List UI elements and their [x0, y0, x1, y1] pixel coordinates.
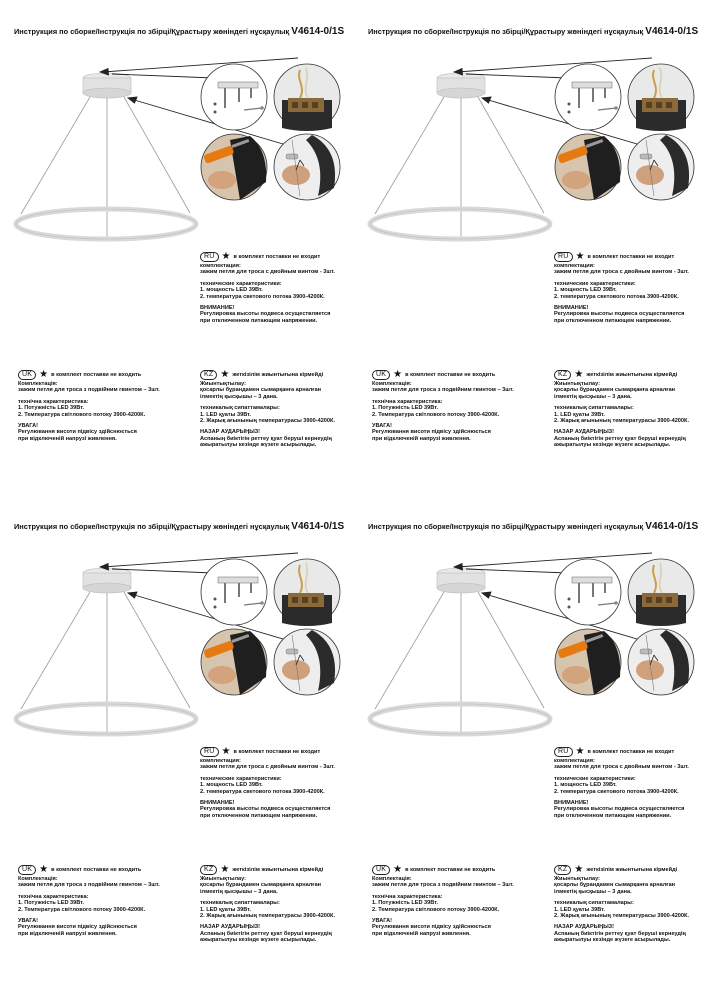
ring-lamp-illustration: [16, 704, 196, 734]
kz-section: KZ ★ жеткізілім жиынтығына кірмейді Жиынтықтылау: қосарлы бұрандамен сымарқанға арналған ілмектің қысқышы – 3 дана. техникалық сипаттамалары: 1. LED қуаты 39Вт. 2. Жарық ағынының температурасы 3900-4200К. НАЗАР АУДАРЫҢЫЗ! Аспаның биіктігін реттеу қуат беруші кернеудің ажыратылуы кезінде жүзеге асырылады.: [554, 864, 690, 944]
lamp-assembly-illustration: [354, 0, 707, 260]
ring-lamp-illustration: [16, 209, 196, 239]
star-icon: ★: [574, 864, 584, 875]
wiring-photo: [274, 559, 340, 626]
instruction-panel-top-left: [0, 0, 353, 500]
ru-section: RU ★ в комплект поставки не входит комплектация: зажим петля для троса с двойным винтом - 3шт. технические характеристики: 1. мощность LED 39Вт. 2. температура светового потока 3900-4200К. ВНИМАНИЕ! Регулировка высоты подвеса осуществляется при отключенном питающем напряжении.: [554, 746, 689, 819]
ru-language-badge: RU: [200, 747, 219, 757]
model-number: V4614-0/1S: [291, 26, 345, 37]
mounting-parts-icon: [555, 559, 621, 625]
cable-clamp-photo: [628, 134, 694, 200]
instruction-title: Инструкция по сборке/Інструкція по збірці/Құрастыру жөніндегі нұсқаулық V4614-0/1S: [368, 521, 699, 532]
star-icon: ★: [39, 864, 49, 875]
instruction-panel-bottom-left: [0, 495, 353, 995]
kz-section: KZ ★ жеткізілім жиынтығына кірмейді Жиынтықтылау: қосарлы бұрандамен сымарқанға арналған ілмектің қысқышы – 3 дана. техникалық сипаттамалары: 1. LED қуаты 39Вт. 2. Жарық ағынының температурасы 3900-4200К. НАЗАР АУДАРЫҢЫЗ! Аспаның биіктігін реттеу қуат беруші кернеудің ажыратылуы кезінде жүзеге асырылады.: [200, 369, 336, 449]
star-icon: ★: [575, 251, 585, 262]
ceiling-canopy-illustration: [437, 73, 485, 98]
instruction-title: Инструкция по сборке/Інструкція по збірці/Құрастыру жөніндегі нұсқаулық V4614-0/1S: [14, 521, 345, 532]
ru-section: RU ★ в комплект поставки не входит комплектация: зажим петля для троса с двойным винтом - 3шт. технические характеристики: 1. мощность LED 39Вт. 2. температура светового потока 3900-4200К. ВНИМАНИЕ! Регулировка высоты подвеса осуществляется при отключенном питающем напряжении.: [554, 251, 689, 324]
kz-section: KZ ★ жеткізілім жиынтығына кірмейді Жиынтықтылау: қосарлы бұрандамен сымарқанға арналған ілмектің қысқышы – 3 дана. техникалық сипаттамалары: 1. LED қуаты 39Вт. 2. Жарық ағынының температурасы 3900-4200К. НАЗАР АУДАРЫҢЫЗ! Аспаның биіктігін реттеу қуат беруші кернеудің ажыратылуы кезінде жүзеге асырылады.: [554, 369, 690, 449]
uk-language-badge: UK: [372, 370, 390, 380]
instruction-panel-top-right: [354, 0, 707, 500]
star-icon: ★: [39, 369, 49, 380]
ru-language-badge: RU: [554, 747, 573, 757]
ru-language-badge: RU: [200, 252, 219, 262]
mounting-parts-icon: [201, 64, 267, 130]
instruction-panel-bottom-right: [354, 495, 707, 995]
uk-section: UK ★ в комплект поставки не входить Комплектація: зажим петля для троса з подвійним гвинтом – 3шт. технічна характеристика: 1. Потужність LED 39Вт. 2. Температура світлового потоку 3900-4200К. УВАГА! Регулювання висоти підвісу здійснюється при відключеній напрузі живлення.: [372, 864, 514, 937]
model-number: V4614-0/1S: [645, 521, 699, 532]
uk-section: UK ★ в комплект поставки не входить Комплектація: зажим петля для троса з подвійним гвинтом – 3шт. технічна характеристика: 1. Потужність LED 39Вт. 2. Температура світлового потоку 3900-4200К. УВАГА! Регулювання висоти підвісу здійснюється при відключеній напрузі живлення.: [372, 369, 514, 442]
ru-language-badge: RU: [554, 252, 573, 262]
star-icon: ★: [220, 369, 230, 380]
ceiling-canopy-illustration: [83, 568, 131, 593]
wiring-photo: [274, 64, 340, 131]
mounting-parts-icon: [555, 64, 621, 130]
cable-clamp-photo: [628, 629, 694, 695]
kz-language-badge: KZ: [200, 865, 217, 875]
ru-section: RU ★ в комплект поставки не входит комплектация: зажим петля для троса с двойным винтом - 3шт. технические характеристики: 1. мощность LED 39Вт. 2. температура светового потока 3900-4200К. ВНИМАНИЕ! Регулировка высоты подвеса осуществляется при отключенном питающем напряжении.: [200, 746, 335, 819]
kz-language-badge: KZ: [200, 370, 217, 380]
uk-language-badge: UK: [18, 865, 36, 875]
ru-section: RU ★ в комплект поставки не входит комплектация: зажим петля для троса с двойным винтом - 3шт. технические характеристики: 1. мощность LED 39Вт. 2. температура светового потока 3900-4200К. ВНИМАНИЕ! Регулировка высоты подвеса осуществляется при отключенном питающем напряжении.: [200, 251, 335, 324]
screwdriver-photo: [201, 629, 267, 695]
star-icon: ★: [220, 864, 230, 875]
lamp-assembly-illustration: [0, 495, 353, 755]
ceiling-canopy-illustration: [437, 568, 485, 593]
cable-clamp-photo: [274, 629, 340, 695]
lamp-assembly-illustration: [354, 495, 707, 755]
lamp-assembly-illustration: [0, 0, 353, 260]
uk-language-badge: UK: [18, 370, 36, 380]
kz-section: KZ ★ жеткізілім жиынтығына кірмейді Жиынтықтылау: қосарлы бұрандамен сымарқанға арналған ілмектің қысқышы – 3 дана. техникалық сипаттамалары: 1. LED қуаты 39Вт. 2. Жарық ағынының температурасы 3900-4200К. НАЗАР АУДАРЫҢЫЗ! Аспаның биіктігін реттеу қуат беруші кернеудің ажыратылуы кезінде жүзеге асырылады.: [200, 864, 336, 944]
model-number: V4614-0/1S: [645, 26, 699, 37]
ring-lamp-illustration: [370, 209, 550, 239]
star-icon: ★: [574, 369, 584, 380]
star-icon: ★: [393, 369, 403, 380]
kz-language-badge: KZ: [554, 370, 571, 380]
uk-section: UK ★ в комплект поставки не входить Комплектація: зажим петля для троса з подвійним гвинтом – 3шт. технічна характеристика: 1. Потужність LED 39Вт. 2. Температура світлового потоку 3900-4200К. УВАГА! Регулювання висоти підвісу здійснюється при відключеній напрузі живлення.: [18, 369, 160, 442]
screwdriver-photo: [555, 629, 621, 695]
wiring-photo: [628, 64, 694, 131]
screwdriver-photo: [555, 134, 621, 200]
instruction-title: Инструкция по сборке/Інструкція по збірці/Құрастыру жөніндегі нұсқаулық V4614-0/1S: [14, 26, 345, 37]
cable-clamp-photo: [274, 134, 340, 200]
star-icon: ★: [221, 251, 231, 262]
star-icon: ★: [393, 864, 403, 875]
star-icon: ★: [221, 746, 231, 757]
ceiling-canopy-illustration: [83, 73, 131, 98]
wiring-photo: [628, 559, 694, 626]
mounting-parts-icon: [201, 559, 267, 625]
uk-language-badge: UK: [372, 865, 390, 875]
star-icon: ★: [575, 746, 585, 757]
model-number: V4614-0/1S: [291, 521, 345, 532]
instruction-title: Инструкция по сборке/Інструкція по збірці/Құрастыру жөніндегі нұсқаулық V4614-0/1S: [368, 26, 699, 37]
ring-lamp-illustration: [370, 704, 550, 734]
uk-section: UK ★ в комплект поставки не входить Комплектація: зажим петля для троса з подвійним гвинтом – 3шт. технічна характеристика: 1. Потужність LED 39Вт. 2. Температура світлового потоку 3900-4200К. УВАГА! Регулювання висоти підвісу здійснюється при відключеній напрузі живлення.: [18, 864, 160, 937]
kz-language-badge: KZ: [554, 865, 571, 875]
screwdriver-photo: [201, 134, 267, 200]
